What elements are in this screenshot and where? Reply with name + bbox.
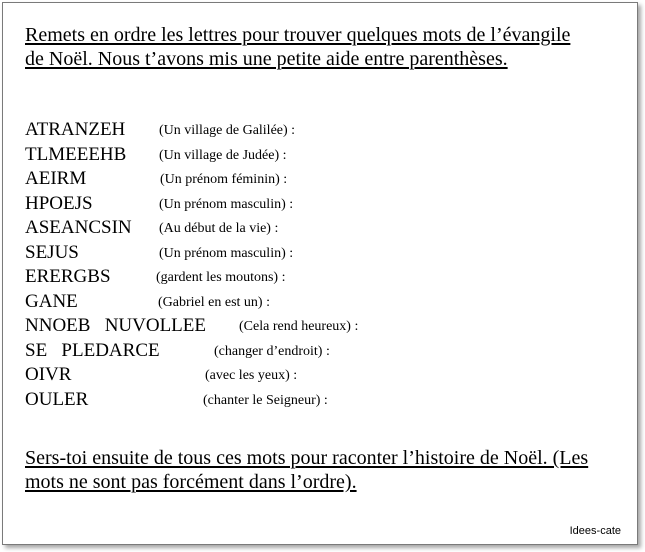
scrambled-word: OULER [25, 389, 89, 410]
word-hint: (Au début de la vie) : [159, 221, 279, 236]
followup-line-2: mots ne sont pas forcément dans l’ordre). [25, 471, 357, 493]
scrambled-word: AEIRM [25, 168, 87, 189]
scrambled-word: ASEANCSIN [25, 217, 132, 238]
credit-label: Idees-cate [569, 525, 621, 537]
scrambled-word: SE PLEDARCE [25, 340, 160, 361]
scrambled-word: ERERGBS [25, 266, 111, 287]
word-hint: (Un village de Galilée) : [159, 123, 296, 138]
word-hint: (Cela rend heureux) : [239, 319, 359, 334]
word-hint: (Un prénom féminin) : [160, 172, 288, 187]
word-hint: (Un prénom masculin) : [159, 197, 294, 212]
instructions [25, 23, 570, 71]
instructions-line-2: de Noël. Nous t’avons mis une petite aide entre parenthèses. [25, 48, 508, 70]
word-hint: (Gabriel en est un) : [158, 295, 270, 310]
word-hint: (chanter le Seigneur) : [203, 393, 328, 408]
word-hint: (changer d’endroit) : [214, 344, 330, 359]
word-hint: (gardent les moutons) : [156, 270, 286, 285]
scrambled-word: SEJUS [25, 242, 79, 263]
followup-instructions [25, 446, 588, 494]
word-hint: (Un village de Judée) : [159, 148, 287, 163]
scrambled-word: GANE [25, 291, 78, 312]
followup-line-1: Sers-toi ensuite de tous ces mots pour raconter l’histoire de Noël. (Les [25, 447, 589, 469]
word-hint: (Un prénom masculin) : [159, 246, 294, 261]
instructions-line-1: Remets en ordre les lettres pour trouver quelques mots de l’évangile [25, 24, 571, 46]
scrambled-word: HPOEJS [25, 193, 93, 214]
scrambled-word: ATRANZEH [25, 119, 126, 140]
scrambled-word: NNOEB NUVOLLEE [25, 315, 207, 336]
scrambled-word: OIVR [25, 364, 72, 385]
word-hint: (avec les yeux) : [205, 368, 298, 383]
scrambled-word: TLMEEEHB [25, 144, 127, 165]
